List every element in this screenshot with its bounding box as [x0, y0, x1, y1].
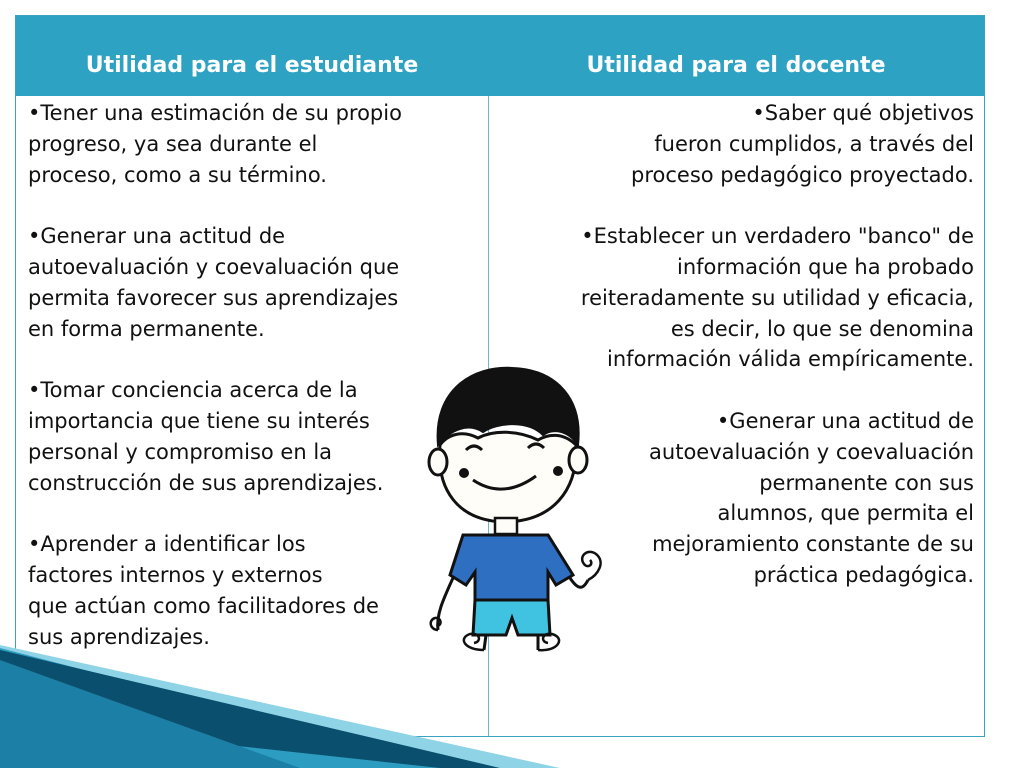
header-teacher-utility: Utilidad para el docente	[586, 53, 886, 78]
student-item-4: •Aprender a identificar los factores internos y externos que actúan como facilitadores de sus aprendizajes.	[28, 532, 379, 649]
teacher-item-2: •Establecer un verdadero "banco" de información que ha probado reiteradamente su utilidad y eficacia, es decir, lo que se denomina información válida empíricamente.	[580, 224, 974, 372]
header-student-utility: Utilidad para el estudiante	[85, 53, 419, 78]
table-header	[16, 16, 984, 96]
student-item-2: •Generar una actitud de autoevaluación y coevaluación que permita favorecer sus aprendizajes en forma permanente.	[28, 224, 400, 341]
teacher-item-3: •Generar una actitud de autoevaluación y coevaluación permanente con sus alumnos, que permita el mejoramiento constante de su práctica pedagógica.	[649, 408, 974, 587]
teacher-item-1: •Saber qué objetivos fueron cumplidos, a través del proceso pedagógico proyectado.	[631, 101, 974, 187]
student-item-1: •Tener una estimación de su propio progreso, ya sea durante el proceso, como a su término.	[28, 101, 402, 187]
student-item-3: •Tomar conciencia acerca de la importancia que tiene su interés personal y compromiso en la construcción de sus aprendizajes.	[28, 378, 384, 495]
cartoon-boy-illustration	[378, 350, 628, 660]
